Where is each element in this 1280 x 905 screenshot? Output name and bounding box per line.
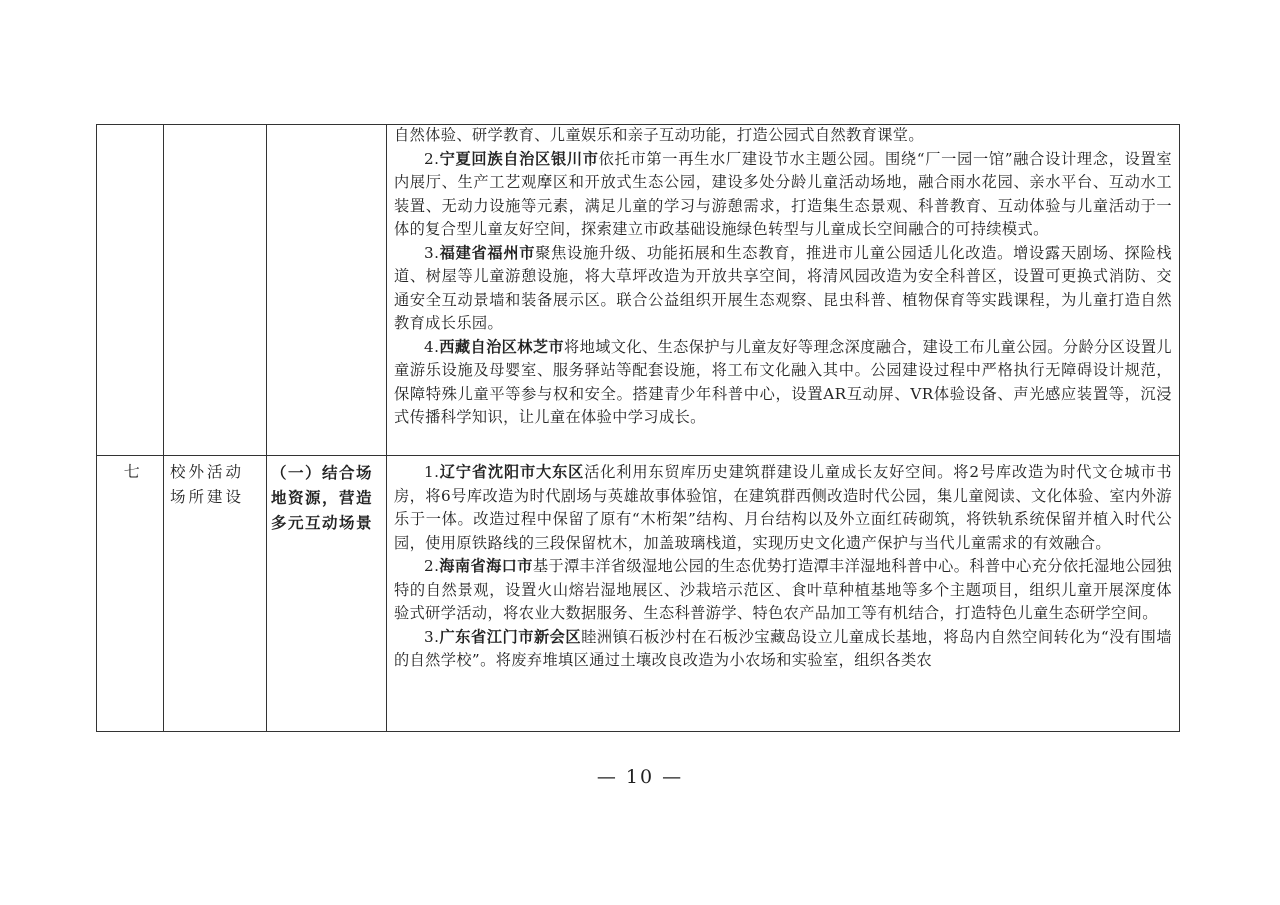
place-name: 福建省福州市 <box>439 243 536 262</box>
content-cell-row7 <box>394 461 1172 673</box>
table-bottom-mask <box>387 732 1179 762</box>
item-text: 将地域文化、生态保护与儿童友好等理念深度融合，建设工布儿童公园。分龄分区设置儿童游乐设施及母婴室、服务驿站等配套设施，将工布文化融入其中。公园建设过程中严格执行无障碍设计规范，保障特殊儿童平等参与权和安全。搭建青少年科普中心，设置AR互动屏、VR体验设备、声光感应装置等，沉浸式传播科学知识，让儿童在体验中学习成长。 <box>394 337 1172 426</box>
item-number: 4. <box>424 337 440 356</box>
paragraph-shenyang <box>394 461 1172 555</box>
item-text: 依托市第一再生水厂建设节水主题公园。围绕“厂一园一馆”融合设计理念，设置室内展厅、生产工艺观摩区和开放式生态公园，建设多处分龄儿童活动场地，融合雨水花园、亲水平台、互动水工装置、无动力设施等元素，满足儿童的学习与游憩需求，打造集生态景观、科普教育、互动体验与儿童活动于一体的复合型儿童友好空间，探索建立市政基础设施绿色转型与儿童成长空间融合的可持续模式。 <box>394 149 1172 238</box>
category-cell: 校外活动场所建设 <box>170 463 245 506</box>
paragraph-haikou <box>394 555 1172 626</box>
column-divider-2 <box>266 124 267 732</box>
item-number: 3. <box>424 627 440 646</box>
paragraph-continued: 自然体验、研学教育、儿童娱乐和亲子互动功能，打造公园式自然教育课堂。 <box>394 126 924 144</box>
column-divider-3 <box>386 124 387 732</box>
paragraph-yinchuan <box>394 148 1172 242</box>
content-cell-continued <box>394 124 1172 430</box>
table-left-border <box>96 124 97 732</box>
item-text: 聚焦设施升级、功能拓展和生态教育，推进市儿童公园适儿化改造。增设露天剧场、探险栈道、树屋等儿童游憩设施，将大草坪改造为开放共享空间，将清风园改造为安全科普区，设置可更换式消防、交通安全互动景墙和装备展示区。联合公益组织开展生态观察、昆虫科普、植物保育等实践课程，为儿童打造自然教育成长乐园。 <box>394 243 1173 332</box>
place-name: 海南省海口市 <box>439 557 533 575</box>
subcategory-cell: （一）结合场地资源，营造多元互动场景 <box>271 463 374 532</box>
page-number: — 10 — <box>596 766 684 788</box>
table-right-border <box>1179 124 1180 732</box>
item-number: 2. <box>424 557 440 575</box>
paragraph-linzhi <box>394 336 1172 430</box>
place-name: 辽宁省沈阳市大东区 <box>439 463 585 481</box>
place-name: 西藏自治区林芝市 <box>439 337 565 356</box>
table-row-divider <box>96 455 1180 456</box>
item-text: 基于潭丰洋省级湿地公园的生态优势打造潭丰洋湿地科普中心。科普中心充分依托湿地公园独特的自然景观，设置火山熔岩湿地展区、沙栽培示范区、食叶草种植基地等多个主题项目，组织儿童开展深度体验式研学活动，将农业大数据服务、生态科普游学、特色农产品加工等有机结合，打造特色儿童生态研学空间。 <box>394 557 1172 622</box>
place-name: 宁夏回族自治区银川市 <box>439 149 599 168</box>
item-text: 睦洲镇石板沙村在石板沙宝藏岛设立儿童成长基地，将岛内自然空间转化为“没有围墙的自然学校”。将废弃堆填区通过土壤改良改造为小农场和实验室，组织各类农 <box>394 627 1172 669</box>
item-number: 2. <box>424 149 440 168</box>
column-divider-1 <box>163 124 164 732</box>
place-name: 广东省江门市新会区 <box>439 627 582 646</box>
item-text: 活化利用东贸库历史建筑群建设儿童成长友好空间。将2号库改造为时代文仓城市书房，将6号库改造为时代剧场与英雄故事体验馆，在建筑群西侧改造时代公园，集儿童阅读、文化体验、室内外游乐于一体。改造过程中保留了原有“木桁架”结构、月台结构以及外立面红砖砌筑，将铁轨系统保留并植入时代公园，使用原铁路线的三段保留枕木，加盖玻璃栈道，实现历史文化遗产保护与当代儿童需求的有效融合。 <box>394 463 1172 552</box>
paragraph-jiangmen <box>394 626 1172 673</box>
paragraph-fuzhou <box>394 242 1172 336</box>
item-number: 1. <box>424 463 440 481</box>
row-number: 七 <box>123 462 141 481</box>
item-number: 3. <box>424 243 440 262</box>
